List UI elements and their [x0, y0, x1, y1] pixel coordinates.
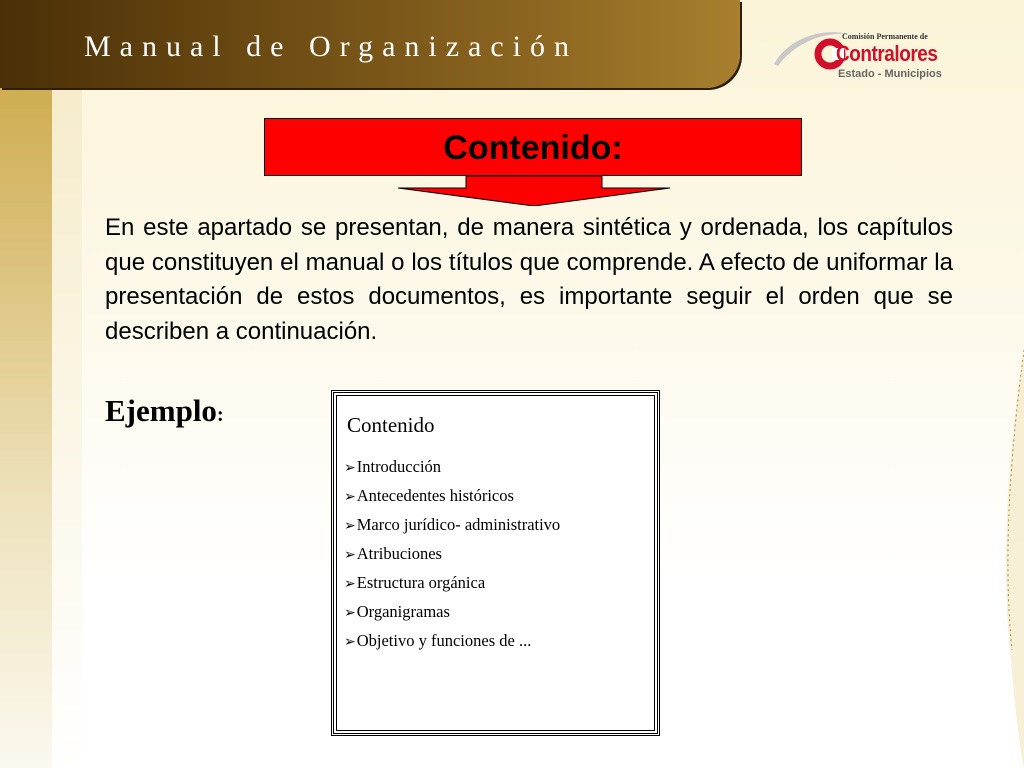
- list-item: ➢Antecedentes históricos: [344, 486, 514, 505]
- header-title: Manual de Organización: [84, 30, 579, 63]
- logo-main-text: Contralores: [836, 41, 938, 66]
- ejemplo-heading: [105, 393, 224, 429]
- contralores-logo: [770, 24, 960, 94]
- intro-paragraph: En este apartado se presentan, de manera sintética y ordenada, los capítulos que constituyen el manual o los títulos que comprende. A efecto de uniformar la presentación de estos documentos, es importante seguir el orden que se describen a continuación.: [105, 214, 953, 345]
- decorative-wave: [900, 350, 1024, 768]
- logo-small-text: Comisión Permanente de: [842, 32, 928, 41]
- ejemplo-colon: :: [216, 404, 224, 426]
- ejemplo-label: Ejemplo: [105, 393, 217, 428]
- left-light-band: [52, 88, 82, 768]
- arrowhead-bullet-icon: ➢: [344, 548, 356, 563]
- list-item: ➢Estructura orgánica: [344, 573, 486, 592]
- arrowhead-bullet-icon: ➢: [344, 461, 356, 476]
- header-band: [0, 0, 740, 88]
- left-gold-band: [0, 0, 52, 768]
- logo-sub-text: Estado - Municipios: [838, 68, 942, 80]
- list-item: ➢Marco jurídico- administrativo: [344, 515, 561, 534]
- arrowhead-bullet-icon: ➢: [344, 577, 356, 592]
- arrowhead-bullet-icon: ➢: [344, 606, 356, 621]
- down-arrow-icon: [398, 176, 670, 206]
- arrowhead-bullet-icon: ➢: [344, 519, 356, 534]
- arrowhead-bullet-icon: ➢: [344, 635, 356, 650]
- example-contents-list: [344, 457, 560, 660]
- list-item: ➢Introducción: [344, 457, 442, 476]
- arrowhead-bullet-icon: ➢: [344, 490, 356, 505]
- example-box-title: Contenido: [347, 413, 435, 437]
- contenido-banner-title: Contenido:: [443, 129, 623, 167]
- example-contents-box: [331, 390, 660, 736]
- list-item: ➢Objetivo y funciones de ...: [344, 631, 532, 650]
- list-item: ➢Organigramas: [344, 602, 450, 621]
- list-item: ➢Atribuciones: [344, 544, 442, 563]
